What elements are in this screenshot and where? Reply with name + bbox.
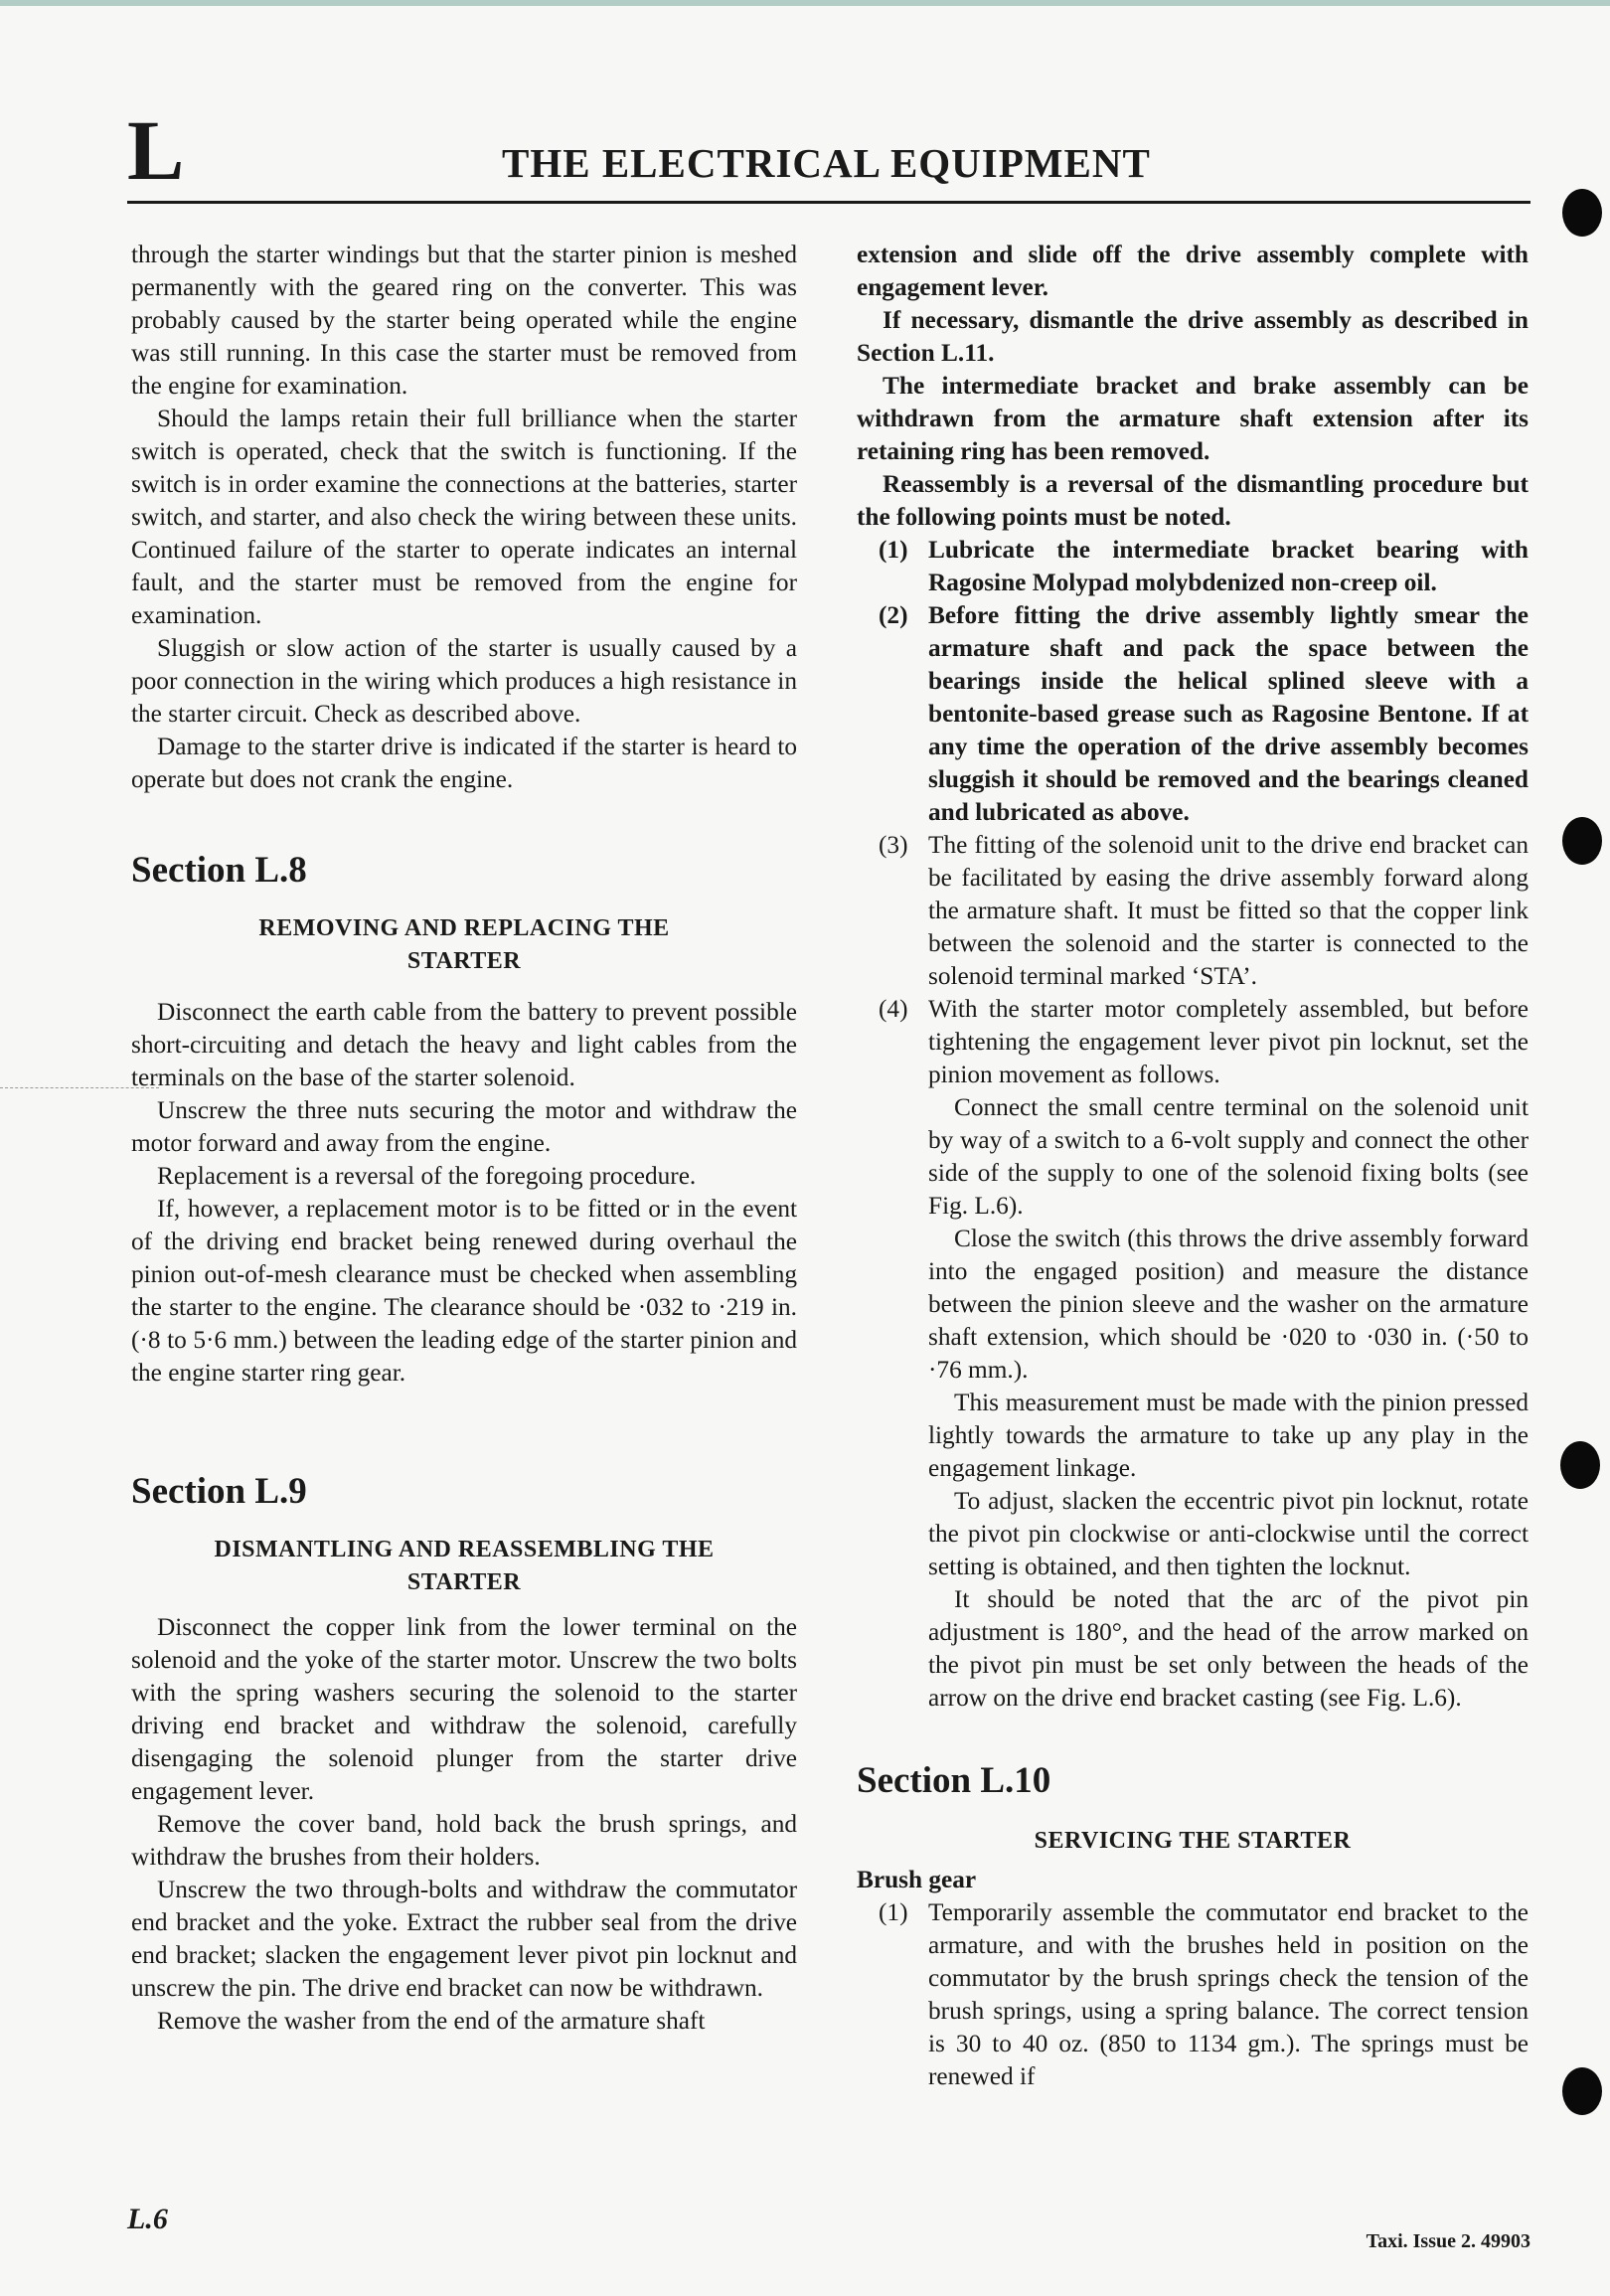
section-l10-title: Section L.10 [857, 1760, 1051, 1801]
paragraph: Damage to the starter drive is indicated if the starter is heard to operate but does not crank the engine. [131, 733, 797, 793]
paragraph: Connect the small centre terminal on the solenoid unit by way of a switch to a 6-volt supply and connect the other side of the supply to one of the solenoid fixing bolts (see Fig. L.6). [928, 1093, 1529, 1220]
list-item [857, 993, 1529, 1091]
binder-hole-1 [1562, 189, 1602, 237]
paragraph: Sluggish or slow action of the starter is usually caused by a poor connection in the wiring which produces a high resistance in the starter circuit. Check as described above. [131, 634, 797, 728]
right-column [857, 239, 1529, 2093]
list-item [857, 534, 1529, 599]
paragraph: Close the switch (this throws the drive assembly forward into the engaged position) and measure the distance between the pinion sleeve and the washer on the armature shaft extension, which should be ·020 to ·030 in. (·50 to ·76 mm.). [928, 1225, 1529, 1384]
paragraph: Should the lamps retain their full brilliance when the starter switch is operated, check that the switch is functioning. If the switch is in order examine the connections at the batteries, starter switch, and starter, and also check the wiring between these units. Continued failure of the starter to operate indicates an internal fault, and the starter must be removed from the engine for examination. [131, 405, 797, 629]
paragraph: Unscrew the three nuts securing the motor and withdraw the motor forward and away from the engine. [131, 1096, 797, 1157]
list-number: (1) [879, 1898, 908, 1926]
paragraph: Unscrew the two through-bolts and withdraw the commutator end bracket and the yoke. Extract the rubber seal from the drive end bracket; slacken the engagement lever pivot pin locknut and unscrew the pin. The drive end bracket can now be withdrawn. [131, 1876, 797, 2002]
paragraph: To adjust, slacken the eccentric pivot pin locknut, rotate the pivot pin clockwise or anti-clockwise until the correct setting is obtained, and then tighten the locknut. [928, 1487, 1529, 1580]
paragraph: Remove the washer from the end of the armature shaft [157, 2007, 706, 2035]
binder-hole-2 [1562, 817, 1602, 865]
list-number: (2) [879, 601, 908, 629]
list-item [857, 599, 1529, 829]
paragraph: Disconnect the earth cable from the battery to prevent possible short-circuiting and detach the heavy and light cables from the terminals on the base of the starter solenoid. [131, 998, 797, 1091]
section-l8-title: Section L.8 [131, 850, 307, 891]
chapter-letter: L [127, 102, 185, 198]
list-text: Lubricate the intermediate bracket bearing with Ragosine Molypad molybdenized non-creep oil. [928, 536, 1529, 596]
paragraph: Reassembly is a reversal of the dismantling procedure but the following points must be noted. [857, 470, 1529, 531]
left-column [131, 239, 797, 2038]
list-text: With the starter motor completely assembled, but before tightening the engagement lever pivot pin locknut, set the pinion movement as follows. [928, 995, 1529, 1088]
list-number: (4) [879, 995, 908, 1023]
paragraph: If, however, a replacement motor is to be fitted or in the event of the driving end bracket being renewed during overhaul the pinion out-of-mesh clearance must be checked when assembling the starter to the engine. The clearance should be ·032 to ·219 in. (·8 to 5·6 mm.) between the leading edge of the starter pinion and the engine starter ring gear. [131, 1195, 797, 1387]
brush-gear-heading: Brush gear [857, 1866, 977, 1893]
list-text: Before fitting the drive assembly lightly smear the armature shaft and pack the space between the bearings inside the helical splined sleeve with a bentonite-based grease such as Ragosine Bentone. If at any time the operation of the drive assembly becomes sluggish it should be removed and the bearings cleaned and lubricated as above. [928, 601, 1529, 826]
page-number: L.6 [127, 2203, 168, 2235]
header-rule [127, 201, 1530, 204]
section-l9-subtitle: DISMANTLING AND REASSEMBLING THE STARTER [214, 1537, 715, 1595]
list-number: (1) [879, 536, 908, 564]
paragraph: extension and slide off the drive assembly complete with engagement lever. [857, 241, 1529, 301]
list-item [857, 1896, 1529, 2093]
paragraph: If necessary, dismantle the drive assembly as described in Section L.11. [857, 306, 1529, 367]
issue-info: Taxi. Issue 2. 49903 [1366, 2230, 1530, 2252]
list-text: The fitting of the solenoid unit to the drive end bracket can be facilitated by easing the drive assembly forward along the armature shaft. It must be fitted so that the copper link between the solenoid and the starter is connected to the solenoid terminal marked ‘STA’. [928, 831, 1529, 990]
section-l8-subtitle: REMOVING AND REPLACING THE STARTER [258, 915, 670, 974]
section-l9-title: Section L.9 [131, 1471, 307, 1512]
paragraph: This measurement must be made with the pinion pressed lightly towards the armature to take up any play in the engagement linkage. [928, 1389, 1529, 1482]
paragraph: The intermediate bracket and brake assembly can be withdrawn from the armature shaft extension after its retaining ring has been removed. [857, 372, 1529, 465]
binder-hole-3 [1560, 1441, 1600, 1489]
chapter-title: THE ELECTRICAL EQUIPMENT [502, 140, 1151, 186]
paragraph: Replacement is a reversal of the foregoing procedure. [157, 1162, 697, 1190]
list-item [857, 829, 1529, 993]
paragraph: through the starter windings but that the starter pinion is meshed permanently with the geared ring on the converter. This was probably caused by the starter being operated while the engine was still running. In this case the starter must be removed from the engine for examination. [131, 241, 797, 400]
paragraph: Disconnect the copper link from the lower terminal on the solenoid and the yoke of the starter motor. Unscrew the two bolts with the spring washers securing the solenoid to the starter driving end bracket and withdraw the solenoid, carefully disengaging the solenoid plunger from the starter drive engagement lever. [131, 1613, 797, 1805]
page-top-edge [0, 0, 1610, 6]
list-number: (3) [879, 831, 908, 859]
paragraph: It should be noted that the arc of the pivot pin adjustment is 180°, and the head of the arrow marked on the pivot pin must be set only between the heads of the arrow on the drive end bracket casting (see Fig. L.6). [928, 1585, 1529, 1712]
list-text: Temporarily assemble the commutator end bracket to the armature, and with the brushes held in position on the commutator by the brush springs check the tension of the brush springs, using a spring balance. The correct tension is 30 to 40 oz. (850 to 1134 gm.). The springs must be renewed if [928, 1898, 1529, 2090]
paragraph: Remove the cover band, hold back the brush springs, and withdraw the brushes from their holders. [131, 1810, 797, 1871]
binder-hole-4 [1562, 2067, 1602, 2115]
section-l10-subtitle: SERVICING THE STARTER [1034, 1828, 1352, 1854]
